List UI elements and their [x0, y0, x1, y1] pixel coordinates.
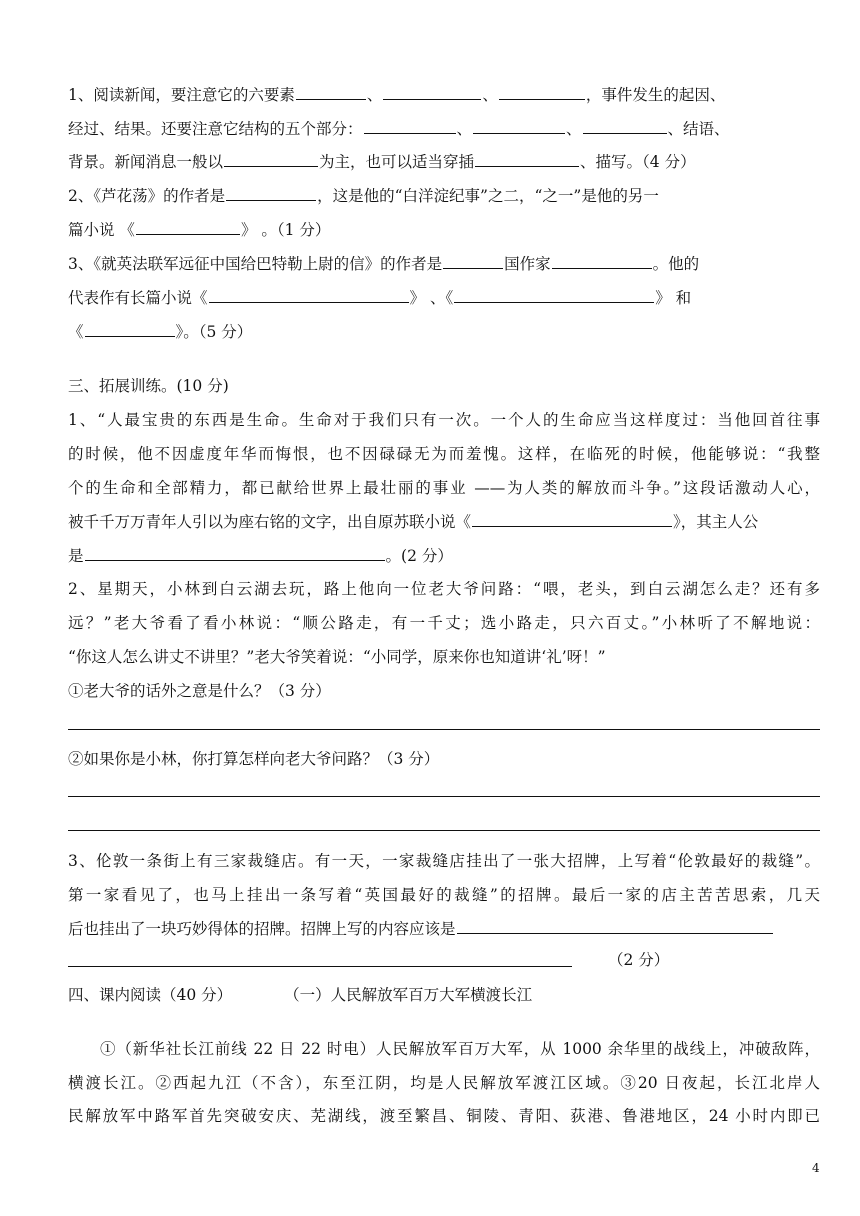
answer-blank[interactable]	[499, 83, 585, 100]
section-3-heading: 三、拓展训练。(10 分)	[68, 377, 229, 395]
answer-blank[interactable]	[85, 320, 175, 337]
s3-p1-line-1: 1、“人最宝贵的东西是生命。生命对于我们只有一次。一个人的生命应当这样度过：当他回首往事	[68, 411, 820, 429]
answer-line[interactable]	[68, 966, 572, 967]
s3-p2-question-1: ①老大爷的话外之意是什么？（3 分）	[68, 682, 331, 700]
s3-p3-line-1: 3、伦敦一条街上有三家裁缝店。有一天，一家裁缝店挂出了一张大招牌，上写着“伦敦最好的裁缝”。	[68, 852, 820, 870]
q2-line-1: 1、阅读新闻，要注意它的六要素 、 、 ，事件发生的起因、	[68, 83, 782, 106]
answer-blank[interactable]	[475, 150, 579, 167]
passage-title: （一）人民解放军百万大军横渡长江	[284, 986, 533, 1004]
q2-line-7: 代表作有长篇小说《 》 、《 》 和	[68, 286, 820, 309]
s3-p2-question-2: ②如果你是小林，你打算怎样向老大爷问路？（3 分）	[68, 750, 440, 768]
page-number: 4	[812, 1161, 820, 1175]
answer-line[interactable]	[68, 729, 820, 730]
q2-line-8: 《 》。（5 分）	[68, 320, 820, 343]
q2-line-4: 2、《芦花荡》的作者是 ，这是他的“白洋淀纪事”之二，“之一”是他的另一	[68, 184, 820, 207]
answer-line[interactable]	[68, 830, 820, 831]
q2-line-3: 背景。新闻消息一般以 为主，也可以适当穿插 、描写。（4 分）	[68, 150, 820, 173]
section-4-heading: 四、课内阅读（40 分） （一）人民解放军百万大军横渡长江	[68, 986, 533, 1004]
answer-blank[interactable]	[364, 117, 456, 134]
s3-p3-score: （2 分）	[608, 951, 670, 969]
q2-line-5: 篇小说 《 》 。（1 分）	[68, 218, 820, 241]
s3-p1-line-3: 个的生命和全部精力，都已献给世界上最壮丽的事业 ——为人类的解放而斗争。”这段话激动人心，	[68, 479, 820, 497]
q2-text: 1、阅读新闻，要注意它的六要素	[68, 86, 295, 104]
q2-line-2: 经过、结果。还要注意它结构的五个部分： 、 、 、结语、	[68, 117, 820, 140]
s3-p2-line-1: 2、星期天，小林到白云湖去玩，路上他向一位老大爷问路：“喂，老头，到白云湖怎么走？还有多	[68, 580, 820, 598]
answer-blank[interactable]	[457, 917, 773, 934]
s3-p3-line-3: 后也挂出了一块巧妙得体的招牌。招牌上写的内容应该是	[68, 917, 820, 940]
s3-p2-line-2: 远？”老大爷看了看小林说：“顺公路走，有一千丈；选小路走，只六百丈。”小林听了不解地说：	[68, 614, 820, 632]
answer-blank[interactable]	[136, 218, 240, 235]
answer-blank[interactable]	[85, 544, 385, 561]
answer-blank[interactable]	[383, 83, 481, 100]
answer-blank[interactable]	[472, 510, 672, 527]
q2-line-6: 3、《就英法联军远征中国给巴特勒上尉的信》的作者是 国作家 。他的	[68, 252, 820, 275]
answer-blank[interactable]	[583, 117, 667, 134]
answer-blank[interactable]	[226, 184, 316, 201]
s3-p1-line-5: 是 。(2 分）	[68, 544, 820, 567]
s3-p1-line-2: 的时候，他不因虚度年华而悔恨，也不因碌碌无为而羞愧。这样，在临死的时候，他能够说：“我整	[68, 445, 820, 463]
s3-p3-line-2: 第一家看见了，也马上挂出一条写着“英国最好的裁缝”的招牌。最后一家的店主苦苦思索，几天	[68, 886, 820, 904]
answer-blank[interactable]	[224, 150, 318, 167]
answer-blank[interactable]	[443, 252, 503, 269]
answer-blank[interactable]	[209, 286, 409, 303]
answer-blank[interactable]	[552, 252, 652, 269]
answer-line[interactable]	[68, 796, 820, 797]
passage-line-1: ①（新华社长江前线 22 日 22 时电）人民解放军百万大军，从 1000 余华里的战线上，冲破敌阵，	[100, 1040, 820, 1058]
answer-blank[interactable]	[454, 286, 654, 303]
s3-p2-line-3: “你这人怎么讲丈不讲里？”老大爷笑着说：“小同学，原来你也知道讲‘礼’呀！”	[68, 648, 606, 666]
s3-p1-line-4: 被千千万万青年人引以为座右铭的文字，出自原苏联小说《 》，其主人公	[68, 510, 820, 533]
passage-line-3: 民解放军中路军首先突破安庆、芜湖线，渡至繁昌、铜陵、青阳、荻港、鲁港地区，24 小时内即已	[68, 1107, 820, 1125]
answer-blank[interactable]	[473, 117, 565, 134]
passage-line-2: 横渡长江。②西起九江（不含），东至江阴，均是人民解放军渡江区域。③20 日夜起，长江北岸人	[68, 1074, 820, 1092]
answer-blank[interactable]	[296, 83, 366, 100]
